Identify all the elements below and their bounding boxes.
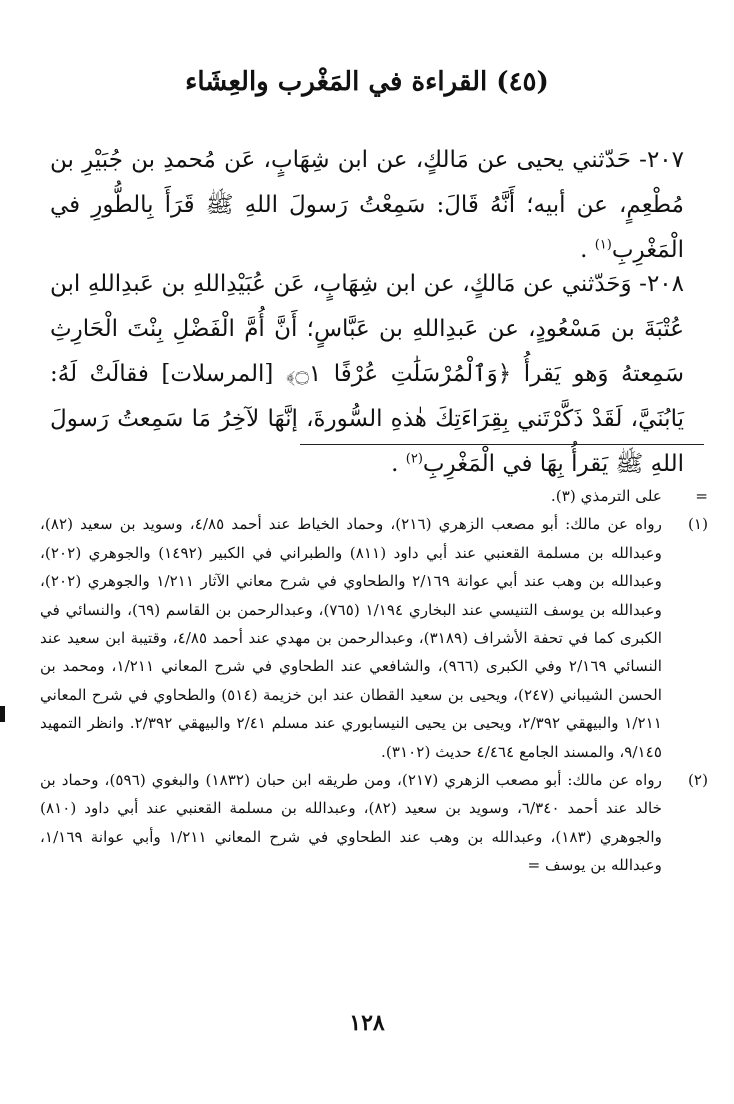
chapter-heading: (٤٥) القراءة في المَغْرب والعِشَاء bbox=[185, 67, 549, 97]
hadith-208 bbox=[50, 262, 684, 487]
page-number: ١٢٨ bbox=[349, 1010, 385, 1036]
footnote-text: رواه عن مالك: أبو مصعب الزهري (٢١٧)، ومن طريقه ابن حبان (١٨٣٢) والبغوي (٥٩٦)، وحماد بن خالد عند أحمد ٦/٣٤٠، وسويد بن سعيد (٨٢)، وعبدالله بن مسلمة القعنبي عند أبي داود (٨١٠) والجوهري (١٨٣)، وعبدالله بن وهب عند الطحاوي في شرح المعاني ١/٢١١ وأبي عوانة ١/١٦٩، وعبدالله بن يوسف = bbox=[40, 771, 663, 875]
hadith-end: . bbox=[580, 237, 595, 263]
footnote-mark: = bbox=[695, 487, 708, 505]
footnote-mark: (١) bbox=[687, 515, 708, 534]
footnote-continuation bbox=[40, 482, 708, 510]
hadith-end: . bbox=[391, 451, 406, 477]
footnote-1 bbox=[40, 510, 708, 766]
footnote-ref: (١) bbox=[594, 237, 612, 253]
footnote-ref: (٢) bbox=[405, 451, 423, 467]
footnote-divider bbox=[300, 444, 704, 445]
footnote-text: على الترمذي (٣). bbox=[550, 487, 662, 505]
footnote-2 bbox=[40, 766, 708, 880]
footnote-text: رواه عن مالك: أبو مصعب الزهري (٢١٦)، وحماد الخياط عند أحمد ٤/٨٥، وسويد بن سعيد (٨٢)، وعبدالله بن مسلمة القعنبي عند أبي داود (٨١١) والطبراني في الكبير (١٤٩٢) والجوهري (٢٠٢)، وعبدالله بن وهب عند أبي عوانة ٢/١٦٩ والطحاوي في شرح معاني الآثار ١/٢١١ والجوهري (٢٠٢)، وعبدالله بن يوسف التنيسي عند البخاري ١/١٩٤ (٧٦٥)، وعبدالرحمن بن القاسم (٦٩)، والنسائي في الكبرى كما في تحفة الأشراف (٣١٨٩)، وعبدالرحمن بن مهدي عند أحمد ٤/٨٥، وقتيبة ابن سعيد عند النسائي ٢/١٦٩ وفي الكبرى (٩٦٦)، والشافعي عند الطحاوي في شرح المعاني ١/٢١١، ومحمد بن الحسن الشيباني (٢٤٧)، ويحيى بن سعيد القطان عند ابن خزيمة (٥١٤) والطحاوي في شرح المعاني ١/٢١١ والبيهقي ٢/٣٩٢، ويحيى بن يحيى النيسابوري عند مسلم ٢/٤١ والبيهقي ٢/٣٩٢. وانظر التمهيد ٩/١٤٥، والمسند الجامع ٤/٤٦٤ حديث (٣١٠٢). bbox=[40, 515, 663, 761]
footnotes bbox=[40, 482, 708, 880]
hadith-text: ٢٠٧- حَدّثني يحيى عن مَالكٍ، عن ابن شِهَابٍ، عَن مُحمدِ بن جُبَيْرِ بن مُطْعِمٍ، عن أبيه؛ أَنَّهُ قَالَ: سَمِعْتُ رَسولَ اللهِ ﷺ قَرَأَ بِالطُّورِ في الْمَغْرِبِ bbox=[50, 147, 684, 263]
hadith-text: ٢٠٨- وَحَدّثني عن مَالكٍ، عن ابن شِهَابٍ، عَن عُبَيْدِاللهِ بن عَبدِاللهِ ابن عُتْبَةَ بن مَسْعُودٍ، عن عَبدِاللهِ بن عَبَّاسٍ؛ أَنَّ أُمَّ الْفَضْلِ بِنْتَ الْحَارِثِ سَمِعتهُ وَهو يَقرأُ ﴿وَٱلْمُرْسَلَٰتِ عُرْفًا ۝١﴾ [المرسلات] فقالَتْ لَهُ: يَابُنَيَّ، لَقَدْ ذَكَّرْتَني بِقِرَاءَتِكَ هٰذهِ السُّورةَ، إنَّهَا لآخِرُ مَا سَمِعتُ رَسولَ اللهِ ﷺ يَقرأُ بِهَا في الْمَغْرِبِ bbox=[50, 271, 684, 477]
scan-edge-mark bbox=[0, 706, 5, 722]
footnote-mark: (٢) bbox=[687, 771, 708, 790]
hadith-207 bbox=[50, 138, 684, 273]
